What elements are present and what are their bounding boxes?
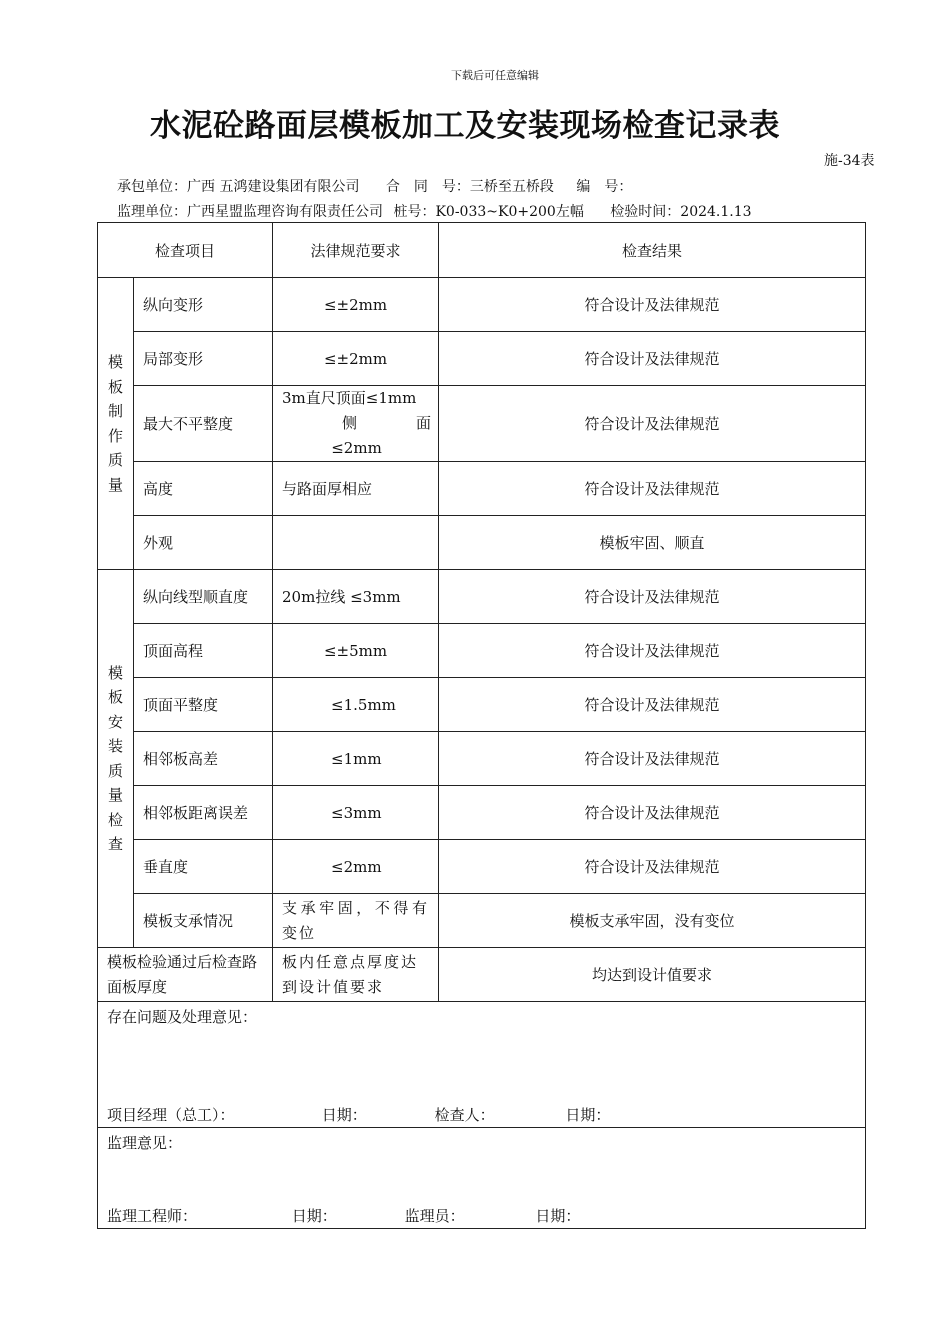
result: 符合设计及法律规范 xyxy=(439,386,866,462)
result: 符合设计及法律规范 xyxy=(439,278,866,332)
top-note: 下载后可任意编辑 xyxy=(451,69,539,82)
item-name: 最大不平整度 xyxy=(134,386,273,462)
header-result: 检查结果 xyxy=(439,223,866,278)
result: 符合设计及法律规范 xyxy=(439,732,866,786)
table-row xyxy=(98,278,866,332)
item-name: 垂直度 xyxy=(134,840,273,894)
req-line: 侧 面 xyxy=(342,414,432,432)
date-label: 日期： xyxy=(291,1207,337,1225)
contractor: 承包单位：广西 五鸿建设集团有限公司 xyxy=(117,179,360,195)
requirement: 20m拉线 ≤3mm xyxy=(273,570,439,624)
header-item: 检查项目 xyxy=(98,223,273,278)
issues-signatures xyxy=(107,1104,610,1125)
item-name: 纵向线型顺直度 xyxy=(134,570,273,624)
requirement: ≤1mm xyxy=(273,732,439,786)
item-name: 相邻板高差 xyxy=(134,732,273,786)
supervision-signatures xyxy=(107,1205,580,1226)
result: 符合设计及法律规范 xyxy=(439,786,866,840)
item-name: 纵向变形 xyxy=(134,278,273,332)
table-row xyxy=(98,386,866,462)
result: 符合设计及法律规范 xyxy=(439,332,866,386)
date-label: 日期： xyxy=(321,1106,367,1124)
form-number: 施-34表 xyxy=(824,153,875,169)
header-requirement: 法律规范要求 xyxy=(273,223,439,278)
requirement: ≤±5mm xyxy=(273,624,439,678)
page-title: 水泥砼路面层模板加工及安装现场检查记录表 xyxy=(150,108,780,144)
table-row xyxy=(98,624,866,678)
table-row xyxy=(98,516,866,570)
inspector-label: 检查人： xyxy=(434,1106,495,1124)
result: 模板支承牢固，没有变位 xyxy=(439,894,866,948)
requirement: ≤1.5mm xyxy=(273,678,439,732)
requirement xyxy=(273,516,439,570)
item-name: 外观 xyxy=(134,516,273,570)
req-line: 3m直尺顶面≤1mm xyxy=(282,389,417,407)
table-row xyxy=(98,462,866,516)
supervision-label: 监理意见： xyxy=(107,1134,183,1152)
requirement: ≤3mm xyxy=(273,786,439,840)
date-label: 日期： xyxy=(535,1207,581,1225)
table-row-thickness xyxy=(98,948,866,1002)
requirement: ≤2mm xyxy=(273,840,439,894)
requirement xyxy=(273,386,439,462)
item-name: 顶面高程 xyxy=(134,624,273,678)
inspect-time: 检验时间：2024.1.13 xyxy=(610,204,752,220)
stake-no: 桩号：K0-033~K0+200左幅 xyxy=(393,204,584,220)
requirement: ≤±2mm xyxy=(273,278,439,332)
requirement: 与路面厚相应 xyxy=(273,462,439,516)
contract-no: 合 同 号：三桥至五桥段 xyxy=(385,179,554,195)
requirement: 板内任意点厚度达到设计值要求 xyxy=(273,948,439,1002)
inspection-table xyxy=(97,222,866,1229)
date-label: 日期： xyxy=(565,1106,611,1124)
serial-no: 编 号： xyxy=(576,179,633,195)
table-row xyxy=(98,570,866,624)
issues-section xyxy=(98,1002,866,1128)
result: 均达到设计值要求 xyxy=(439,948,866,1002)
result: 符合设计及法律规范 xyxy=(439,570,866,624)
item-name: 局部变形 xyxy=(134,332,273,386)
info-line-2 xyxy=(117,201,758,221)
group-label-installation: 模 板 安 装 质 量 检 查 xyxy=(98,570,134,948)
result: 符合设计及法律规范 xyxy=(439,678,866,732)
group-label-fabrication: 模 板 制 作 质 量 xyxy=(98,278,134,570)
info-line-1 xyxy=(117,176,638,196)
supervisor-label: 监理员： xyxy=(404,1207,465,1225)
supervision-section xyxy=(98,1128,866,1229)
engineer-label: 监理工程师： xyxy=(107,1207,198,1225)
table-header xyxy=(98,223,866,278)
manager-label: 项目经理（总工）： xyxy=(107,1106,235,1124)
result: 符合设计及法律规范 xyxy=(439,462,866,516)
item-name: 相邻板距离误差 xyxy=(134,786,273,840)
requirement: 支承牢固，不得有变位 xyxy=(273,894,439,948)
result: 符合设计及法律规范 xyxy=(439,624,866,678)
table-row xyxy=(98,786,866,840)
requirement: ≤±2mm xyxy=(273,332,439,386)
supervisor-unit: 监理单位：广西星盟监理咨询有限责任公司 xyxy=(117,204,383,220)
item-name: 模板检验通过后检查路面板厚度 xyxy=(98,948,273,1002)
item-name: 高度 xyxy=(134,462,273,516)
issues-label: 存在问题及处理意见： xyxy=(107,1008,258,1026)
result: 符合设计及法律规范 xyxy=(439,840,866,894)
result: 模板牢固、顺直 xyxy=(439,516,866,570)
item-name: 模板支承情况 xyxy=(134,894,273,948)
table-row xyxy=(98,840,866,894)
table-row xyxy=(98,894,866,948)
table-row xyxy=(98,732,866,786)
table-row xyxy=(98,332,866,386)
table-row xyxy=(98,678,866,732)
item-name: 顶面平整度 xyxy=(134,678,273,732)
req-line: ≤2mm xyxy=(331,439,382,457)
